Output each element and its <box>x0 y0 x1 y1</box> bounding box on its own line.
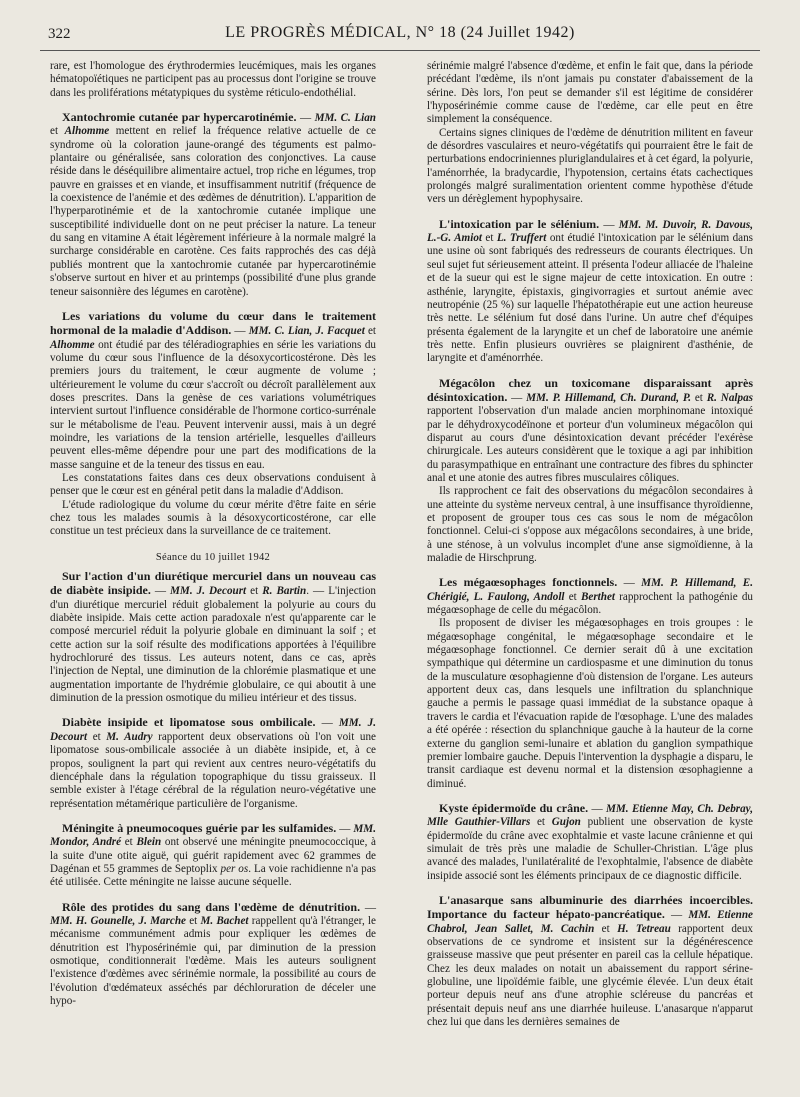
session-date: Séance du 10 juillet 1942 <box>155 551 271 563</box>
article-authors: MM. Mondor, André <box>50 822 376 849</box>
article-authors: MM. M. Duvoir, R. Davous, L.-G. Amiot <box>427 218 753 245</box>
conjunction: et <box>691 391 707 404</box>
article-authors: R. Nalpas <box>706 391 753 404</box>
conjunction: et <box>50 125 65 138</box>
article-addison <box>50 310 376 472</box>
article-authors: Alhomme <box>50 338 95 351</box>
running-title: LE PROGRÈS MÉDICAL, N° 18 (24 Juillet 1942) <box>225 24 575 41</box>
conjunction: et <box>594 922 618 935</box>
paragraph: Les constatations faites dans ces deux observations conduisent à penser que le cœur est en général petit dans la maladie d'Addison. <box>50 471 376 498</box>
conjunction: et <box>246 585 263 598</box>
article-authors: M. Audry <box>106 730 153 743</box>
article-megacolon <box>427 377 753 486</box>
article-heading: Méningite à pneumocoques guérie par les sulfamides. <box>62 820 337 835</box>
page-number: 322 <box>48 26 71 42</box>
article-authors: M. Bachet <box>200 914 249 927</box>
left-column <box>50 60 376 1008</box>
dash: — <box>617 577 642 590</box>
paragraph: Certains signes cliniques de l'œdème de dénutrition militent en faveur de désordres vasculaires et neuro-végétatifs qui pourraient être le fait de perturbations endocriniennes pluriglandulaires et à cet égard, la polyurie, l'aménorrhée, la bradycardie, l'hypotension, certains états cachectiques prolongés malgré suralimentation orientent comme hypothèse d'étude vers un dérèglement hypophysaire. <box>427 126 753 206</box>
article-protides <box>50 901 376 1009</box>
article-authors: MM. C. Lian <box>314 112 376 125</box>
article-authors: MM. P. Hillemand, Ch. Durand, P. <box>526 391 692 404</box>
article-selenium <box>427 218 753 366</box>
paragraph: Ils rapprochent ce fait des observations du mégacôlon secondaires à une atteinte du système nerveux central, à une insuffisance thyroïdienne, et proposent de grouper tous ces cas sous le nom de mégacôlon fonctionnel. Celui-ci s'oppose aux mégacôlons secondaires, à une bride, à une sténose, à un volvulus incomplet d'une anse sigmoïdienne, à la maladie de Hirschprung. <box>427 485 753 565</box>
conjunction: et <box>564 590 581 603</box>
running-header <box>40 24 760 51</box>
article-xantochromie <box>50 111 376 299</box>
latin-phrase: per os <box>220 862 249 875</box>
article-heading: Les mégaœsophages fonctionnels. <box>439 575 618 590</box>
dash: — <box>507 391 527 404</box>
paragraph: L'étude radiologique du volume du cœur mérite d'être faite en série chez tous les malades soumis à la désoxycorticostérone, car elle constitue un test précieux dans la surveillance de ce traitement. <box>50 498 376 538</box>
dash: — <box>315 717 339 730</box>
dash: — <box>664 909 689 922</box>
article-body: rapprochent la pathogénie du mégaœsophage de celle du mégacôlon. <box>427 590 753 617</box>
article-heading: Rôle des protides du sang dans l'œdème de dénutrition. <box>62 899 361 914</box>
article-authors: MM. Etienne May, Ch. Debray, Mlle Gauthier-Villars <box>427 802 753 829</box>
article-heading: Kyste épidermoïde du crâne. <box>439 800 589 815</box>
article-heading: Sur l'action d'un diurétique mercuriel dans un nouveau cas de diabète insipide. <box>50 569 376 598</box>
article-body: rapportent deux observations où l'on voit une lipomatose sous-ombilicale associée à un diabète insipide, et, à ce propos, soulignent la part qui revient aux centres neuro-végétatifs du diencéphale dans la régulation topographique du tissu graisseux. Il semble exister à l'étage cérébral de la régulation neuro-végétative une représentation métamérique particulière de l'organisme. <box>50 730 376 810</box>
conjunction: et <box>530 816 552 829</box>
article-kyste <box>427 802 753 883</box>
article-authors: L. Truffert <box>496 232 547 245</box>
article-body: rappellent qu'à l'étranger, le mécanisme communément admis pour expliquer les œdèmes de dénutrition est l'hyposérinémie qui, par diminution de la pression osmotique, conditionnerait l'œdème. Mais les auteurs soulignent l'existence d'œdèmes avec sérinémie normale, la possibilité au cours de l'évolution d'œdémateux asséchés par déchloruration de déceler une hypo- <box>50 914 376 1007</box>
article-authors: Berthet <box>580 590 615 603</box>
article-authors: H. Tetreau <box>617 922 671 935</box>
conjunction: et <box>364 325 377 338</box>
conjunction: et <box>482 232 497 245</box>
article-body: rapportent l'observation d'un malade ancien morphinomane intoxiqué par le déhydroxycodéïnone et porteur d'un volumineux mégacôlon qui disparut au cours d'une désintoxication devant précéder l'exérèse chirurgicale. Les auteurs considèrent que le toxique a agi par inhibition du parasympathique en entraînant une contracture des fibres du sphincter anal et une atonie des autres fibres musculaires côliques. <box>427 405 753 484</box>
article-anasarque <box>427 894 753 1029</box>
dash: — <box>231 325 249 338</box>
article-body: ont observé une méningite pneumococcique, à la suite d'une otite aiguë, qui guérit rapidement avec 62 grammes de Dagénan et 55 grammes de Septoplix <box>50 836 376 875</box>
article-authors: MM. C. Lian, J. Facquet <box>248 325 365 338</box>
conjunction: et <box>87 730 107 743</box>
article-heading: Mégacôlon chez un toxicomane disparaissant après désintoxication. <box>427 375 753 404</box>
article-heading: L'intoxication par le sélénium. <box>439 216 600 231</box>
article-body: publient une observation de kyste épidermoïde du crâne avec exophtalmie et vaste lacune crânienne et qui simulait de très près une maladie de Schuller-Christian. L'âge plus avancé des malades, l'unilatéralité de l'exophtalmie, l'absence de diabète insipide associé sont les éléments principaux de ce diagnostic difficile. <box>427 816 753 882</box>
dash: — <box>599 218 619 231</box>
dash: — <box>588 802 606 815</box>
article-authors: MM. J. Decourt <box>170 585 247 598</box>
article-lipomatose <box>50 716 376 810</box>
paragraph: sérinémie malgré l'absence d'œdème, et enfin le fait que, dans la période précédant l'œdème, ils n'ont jamais pu constater d'abaissement de la sérine. Dès lors, l'on peut se demander s'il est légitime de considérer l'hyposérinémie comme cause de l'œdème, car elle peut en être simplement la conséquence. <box>427 60 753 126</box>
paragraph: rare, est l'homologue des érythrodermies leucémiques, mais les organes hématopoïétiques ne participent pas au processus dont l'origine se trouve dans les proliférations métatypiques du système réticulo-endothélial. <box>50 60 376 99</box>
article-authors: Blein <box>136 836 162 849</box>
article-heading: Les variations du volume du cœur dans le traitement hormonal de la maladie d'Addison. <box>50 308 376 338</box>
dash: — <box>296 112 315 125</box>
article-authors: Alhomme <box>64 125 110 138</box>
article-meningite <box>50 822 376 890</box>
conjunction: et <box>121 836 137 849</box>
article-heading: Xantochromie cutanée par hypercarotinémie. <box>62 110 297 125</box>
article-authors: R. Bartin <box>262 585 307 598</box>
article-diuretique <box>50 570 376 705</box>
article-body: rapportent deux observations de ce syndrome et insistent sur la dégénérescence graisseuse massive que peut présenter en pareil cas la cellule hépatique. Chez les deux malades on notait un abaissement du rapport sérine-globuline, une lipoïdémie faible, une glycémie élevée. L'un deux était porteur depuis neuf ans d'une atrophie scléreuse du pancréas et présentait depuis neuf ans une diarrhée huileuse. L'anasarque n'apparut chez lui que dans les dernières semaines de <box>427 922 753 1029</box>
article-body: mettent en relief la fréquence relative actuelle de ce syndrome où la coloration jaune-orangé des téguments est palmo-plantaire ou généralisée, sans coloration des conjonctives. La cause réside dans le déséquilibre alimentaire actuel, trop riche en légumes, trop pauvre en graisses et en viande, et insuffisamment nutritif (fréquence de la coexistence de l'anémie et des œdèmes de dénutrition). L'apparition de l'hyperparotinémie et de la xantochromie cutanée implique une susceptibilité individuelle dont on ne peut préciser la nature. La teneur du sang en vitamine A était légèrement inférieure à la normale malgré la surcharge considérable en carotène. Ces faits rapprochés des cas déjà publiés montrent que la xantochromie cutanée par hypercarotinémie s'observe surtout en hiver et au printemps (possibilité d'une plus grande teneur saisonnière des légumes en carotène). <box>50 125 377 298</box>
article-authors: MM. J. Decourt <box>50 717 376 743</box>
dash: — <box>360 901 376 914</box>
article-body: ont étudié par des téléradiographies en série les variations du volume du cœur sous l'influence de la désoxycorticostérone. Dès les premiers jours du traitement, le cœur augmente de volume ; ultérieurement le volume du cœur s'accroît ou décroît parallèlement aux doses prescrites. Dans la genèse de ces variations volumétriques intervient surtout l'influence considérable de l'hormone cortico-surrénale sur le métabolisme de l'eau. Peuvent intervenir aussi, mais à un degré moindre, les variations de la tension artérielle, lesquelles d'ailleurs peuvent elles-même dépendre pour une part des modifications de la masse sanguine et de la teneur des tissus en eau. <box>50 338 376 471</box>
dash: — <box>336 822 354 835</box>
article-authors: MM. Etienne Chabrol, Jean Sallet, M. Cachin <box>427 909 753 935</box>
article-authors: MM. P. Hillemand, E. Chérigié, L. Faulong, Andoll <box>427 577 753 603</box>
dash: — <box>150 585 171 598</box>
article-body: . La voie rachidienne n'a pas été utilisée. Cette méningite ne laisse aucune séquelle. <box>50 862 376 889</box>
right-column <box>427 60 753 1029</box>
article-body: . — L'injection d'un diurétique mercuriel réduit globalement la polyurie au cours du diabète insipide. Mais cette action paradoxale n'est qu'apparente car le composé mercuriel réduit la polyurie globale en diminuant la soif ; et cette action sur la soif résulte des modifications apportées à l'équilibre hydrochloruré des tissus. Les auteurs notent, dans ce cas, après l'injection de Neptal, une diminution de la chlorémie plasmatique et une augmentation importante de l'hydrémie globulaire, ce qui aboutit à une diminution de la pression osmotique du milieu intérieur et des tissus. <box>50 585 376 705</box>
article-authors: MM. H. Gounelle, J. Marche <box>50 914 186 927</box>
article-heading: Diabète insipide et lipomatose sous ombilicale. <box>62 715 316 730</box>
paragraph: Ils proposent de diviser les mégaœsophages en trois groupes : le mégaœsophage congénital, le mégaœsophage secondaire et le mégaœsophage fonctionnel. Ce dernier serait dû à une excitation sympathique qui détermine un cardiospasme et une diminution du tonus de la musculature œsophagienne d'où distension de l'organe. Les auteurs apportent deux cas, dans lesquels une infiltration du splanchnique gauche a permis le passage quasi immédiat de la substance opaque à travers le cardia et l'évacuation rapide de l'œsophage. L'une des malades a été opérée : résection du splanchnique gauche à la hauteur de la corne externe du ganglion semi-lunaire et ablation du ganglion sympathique premier lombaire gauche. Depuis l'intervention la dysphagie a disparu, le transit cardiaque est devenu normal et la distension œsophagienne a diminué. <box>427 617 753 790</box>
article-heading: L'anasarque sans albuminurie des diarrhées incoercibles. Importance du facteur hépato-pancréatique. <box>427 892 753 922</box>
conjunction: et <box>186 914 201 927</box>
article-body: ont étudié l'intoxication par le sélénium dans une usine où sont fabriqués des redresseurs de courants électriques. Un seul sujet fut sérieusement atteint. Il présenta l'odeur alliacée de l'haleine et de la sueur qui est le signe majeur de cette intoxication. En outre : asthénie, laryngite, épistaxis, gingivorragies et surtout anémie avec neutropénie (25 %) sur laquelle l'hépatothérapie eut une action heureuse très nette. Le sélénium fut dosé dans l'urine. Un autre chef d'équipes présenta également de la laryngite et un chef de laboratoire une anémie très nette. Enfin plusieurs ouvrières se plaignirent d'asthénie, de laryngite et d'aménorrhée. <box>427 232 753 365</box>
article-authors: Gujon <box>551 816 581 829</box>
article-megaoesophage <box>427 576 753 617</box>
